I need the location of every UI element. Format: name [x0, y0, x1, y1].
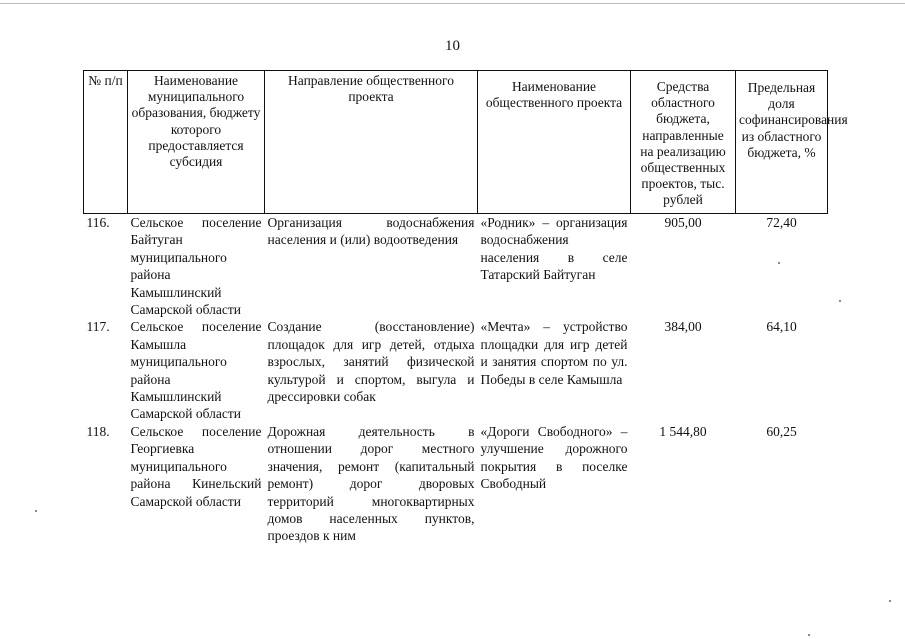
row-number: 118.: [86, 423, 110, 439]
row-direction: Организация водоснабжения населения и (или) водоотведения: [267, 215, 475, 248]
scan-speck: [35, 510, 37, 512]
page-number: 10: [445, 38, 460, 54]
row-municipality: Сельское поселение Байтуган муниципального района Камышлинский Самарской области: [130, 215, 262, 318]
row-direction: Дорожная деятельность в отношении дорог местного значения, ремонт (капитальный ремонт) дорог дворовых территорий многоквартирных домов населенных пунктов, проездов к ним: [267, 423, 475, 544]
scan-speck: [778, 262, 780, 264]
row-funds: 384,00: [664, 319, 702, 335]
row-funds: 1 544,80: [659, 423, 707, 439]
scan-speck: [808, 634, 810, 636]
row-project: «Дороги Свободного» – улучшение дорожного покрытия в поселке Свободный: [480, 423, 628, 492]
header-funds: Средства областного бюджета, направленные на реализацию общественных проектов, тыс. рублей: [631, 71, 736, 214]
row-municipality: Сельское поселение Георгиевка муниципального района Кинельский Самарской области: [130, 423, 262, 509]
row-share: 64,10: [766, 319, 797, 335]
row-funds: 905,00: [664, 215, 702, 230]
row-project: «Мечта» – устройство площадки для игр детей и занятия спортом по ул. Победы в селе Камышла: [480, 319, 628, 387]
row-number: 117.: [86, 319, 110, 335]
row-municipality: Сельское поселение Камышла муниципального района Камышлинский Самарской области: [130, 319, 262, 422]
subsidy-table: [83, 70, 848, 545]
table-header-row: [84, 71, 828, 214]
row-direction: Создание (восстановление) площадок для игр детей, отдыха взрослых, занятий физической культурой и спортом, выгула и дрессировки собак: [267, 319, 475, 405]
header-direction: Направление общественного проекта: [265, 71, 478, 214]
scan-speck: [839, 300, 841, 302]
row-project: «Родник» – организация водоснабжения населения в селе Татарский Байтуган: [480, 215, 628, 283]
row-number: 116.: [86, 215, 110, 230]
table-row: [84, 423, 828, 545]
header-number: № п/п: [84, 71, 128, 214]
scan-speck: [889, 600, 891, 602]
row-share: 72,40: [766, 215, 797, 230]
header-share: Предельная доля софинансирования из областного бюджета, %: [736, 71, 828, 214]
scan-top-edge: [0, 3, 905, 4]
header-project: Наименование общественного проекта: [478, 71, 631, 214]
table-row: [84, 318, 828, 422]
row-share: 60,25: [766, 423, 797, 439]
header-municipality: Наименование муниципального образования, бюджету которого предоставляется субсидия: [128, 71, 265, 214]
table-row: [84, 214, 828, 319]
